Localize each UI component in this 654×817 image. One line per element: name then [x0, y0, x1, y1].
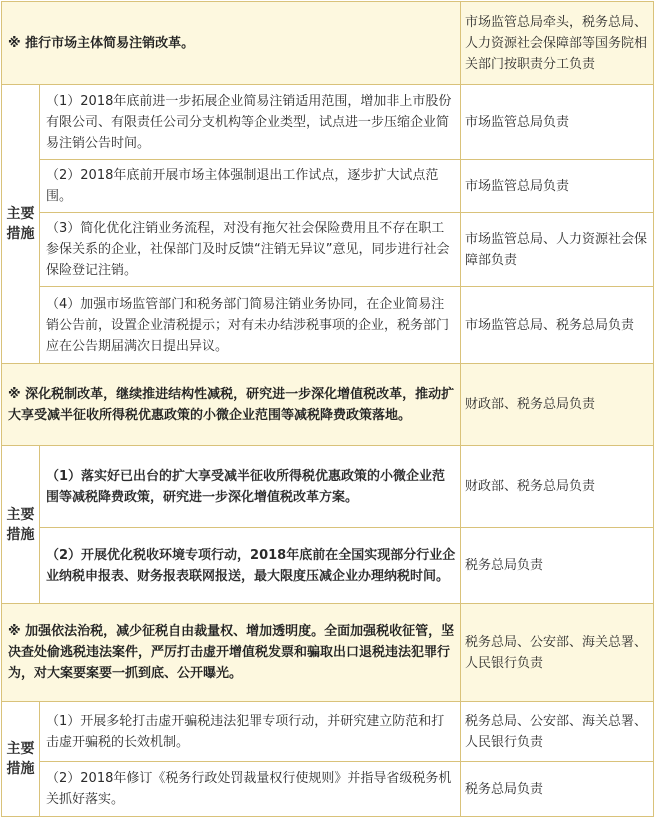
section-2-measure-1-row [2, 446, 654, 528]
section-2-heading: ※ 深化税制改革，继续推进结构性减税，研究进一步深化增值税改革，推动扩大享受减半征收所得税优惠政策的小微企业范围等减税降费政策落地。 [2, 364, 461, 446]
section-1-label-line2: 措施 [6, 226, 35, 242]
section-1-heading-row [2, 2, 654, 85]
section-3-heading-responsible: 税务总局、公安部、海关总署、人民银行负责 [461, 604, 654, 702]
section-1-measure-1-row [2, 85, 654, 160]
section-3-heading: ※ 加强依法治税，减少征税自由裁量权、增加透明度。全面加强税收征管，坚决查处偷逃税违法案件，严厉打击虚开增值税发票和骗取出口退税违法犯罪行为，对大案要案要一抓到底、公开曝光。 [2, 604, 461, 702]
policy-table [1, 1, 654, 817]
section-1-label-line1: 主要 [6, 206, 35, 222]
section-3-measure-2-text: （2）2018年修订《税务行政处罚裁量权行使规则》并指导省级税务机关抓好落实。 [40, 762, 461, 817]
section-3-label [2, 702, 40, 817]
section-2-measure-2-row [2, 528, 654, 604]
section-3-heading-row [2, 604, 654, 702]
section-1-measure-2-responsible: 市场监管总局负责 [461, 160, 654, 213]
section-3-measure-1-responsible: 税务总局、公安部、海关总署、人民银行负责 [461, 702, 654, 762]
section-1-heading-responsible: 市场监管总局牵头，税务总局、人力资源社会保障部等国务院相关部门按职责分工负责 [461, 2, 654, 85]
section-3-measure-2-row [2, 762, 654, 817]
section-1-measure-3-responsible: 市场监管总局、人力资源社会保障部负责 [461, 213, 654, 287]
section-2-label [2, 446, 40, 604]
section-2-heading-responsible: 财政部、税务总局负责 [461, 364, 654, 446]
section-1-label [2, 85, 40, 364]
section-1-measure-3-row [2, 213, 654, 287]
section-2-label-line2: 措施 [6, 526, 35, 543]
section-3-label-line1: 主要 [6, 741, 35, 757]
section-1-measure-1-responsible: 市场监管总局负责 [461, 85, 654, 160]
section-1-measure-1-text: （1）2018年底前进一步拓展企业简易注销适用范围，增加非上市股份有限公司、有限责任公司分支机构等企业类型，试点进一步压缩企业简易注销公告时间。 [40, 85, 461, 160]
section-1-measure-4-row [2, 287, 654, 364]
section-2-heading-row [2, 364, 654, 446]
section-3-measure-2-responsible: 税务总局负责 [461, 762, 654, 817]
section-1-heading: ※ 推行市场主体简易注销改革。 [2, 2, 461, 85]
section-1-measure-4-responsible: 市场监管总局、税务总局负责 [461, 287, 654, 364]
section-1-measure-2-row [2, 160, 654, 213]
section-1-measure-4-text: （4）加强市场监管部门和税务部门简易注销业务协同，在企业简易注销公告前，设置企业清税提示；对有未办结涉税事项的企业，税务部门应在公告期届满次日提出异议。 [40, 287, 461, 364]
section-2-measure-2-text: （2）开展优化税收环境专项行动，2018年底前在全国实现部分行业企业纳税申报表、财务报表联网报送，最大限度压减企业办理纳税时间。 [40, 528, 461, 604]
section-3-label-line2: 措施 [6, 761, 35, 777]
section-3-measure-1-text: （1）开展多轮打击虚开骗税违法犯罪专项行动，并研究建立防范和打击虚开骗税的长效机制。 [40, 702, 461, 762]
section-3-measure-1-row [2, 702, 654, 762]
section-1-measure-3-text: （3）简化优化注销业务流程，对没有拖欠社会保险费用且不存在职工参保关系的企业，社保部门及时反馈“注销无异议”意见，同步进行社会保险登记注销。 [40, 213, 461, 287]
section-2-measure-1-text: （1）落实好已出台的扩大享受减半征收所得税优惠政策的小微企业范围等减税降费政策，研究进一步深化增值税改革方案。 [40, 446, 461, 528]
section-2-measure-2-responsible: 税务总局负责 [461, 528, 654, 604]
section-1-measure-2-text: （2）2018年底前开展市场主体强制退出工作试点，逐步扩大试点范围。 [40, 160, 461, 213]
section-2-label-line1: 主要 [6, 506, 35, 523]
section-2-measure-1-responsible: 财政部、税务总局负责 [461, 446, 654, 528]
